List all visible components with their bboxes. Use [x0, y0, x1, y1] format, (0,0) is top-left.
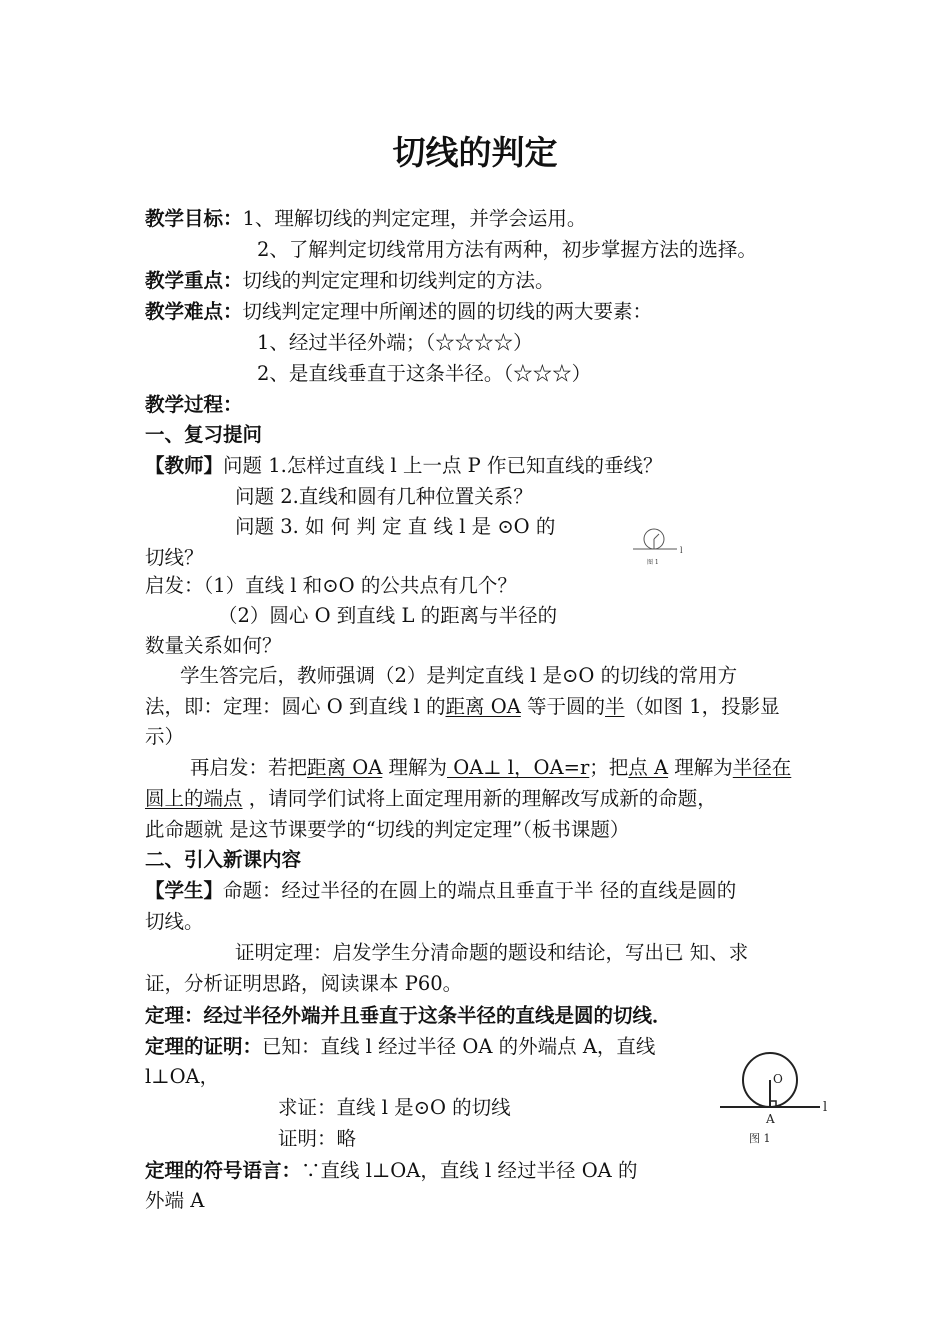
process-label: 教学过程：: [145, 393, 243, 416]
para1-underline-distance: 距离 OA: [445, 695, 521, 718]
proof-given: 已知：直线 l 经过半径 OA 的外端点 A，直线: [262, 1035, 656, 1058]
para1-text-a: 法，即：定理：圆心 O 到直线 l 的: [145, 695, 446, 718]
para2-text-b: 理解为: [382, 756, 447, 779]
symbolic-row: [145, 1156, 637, 1186]
theorem-statement: 定理：经过半径外端并且垂直于这条半径的直线是圆的切线．: [145, 1004, 672, 1027]
goals-row-1: [145, 204, 586, 234]
focus-text: 切线的判定定理和切线判定的方法。: [242, 269, 555, 292]
para1-text-b: 等于圆的: [520, 695, 606, 718]
small-figure-line-label: l: [680, 546, 683, 555]
goal-item-1: 1、理解切线的判定定理，并学会运用。: [242, 207, 587, 230]
question-2: 问题 2.直线和圆有几种位置关系？: [235, 485, 533, 508]
para2-text-e: ，请同学们试将上面定理用新的理解改写成新的命题，: [242, 787, 717, 810]
para1-line-1: 学生答完后，教师强调（2）是判定直线 l 是⊙O 的切线的常用方: [180, 664, 738, 687]
proof-line: 证明：略: [278, 1127, 357, 1150]
para2-text-c: ；把: [589, 756, 629, 779]
small-figure-caption: 图 1: [647, 559, 659, 566]
difficulty-row: [145, 297, 652, 327]
proof-to-prove: 求证：直线 l 是⊙O 的切线: [278, 1096, 511, 1119]
figure-1-point-label: A: [766, 1112, 775, 1126]
para2-text-a: 再启发：若把: [190, 756, 308, 779]
symbolic-continued: 外端 A: [145, 1189, 205, 1212]
para1-text-c: （如图 1，投影显: [624, 695, 780, 718]
difficulty-label: 教学难点：: [145, 300, 243, 323]
question-3-continued: 切线？: [145, 546, 204, 569]
proof-label: 定理的证明：: [145, 1035, 263, 1058]
para2-underline-4: 半径在: [732, 756, 792, 779]
student-tag: 【学生】: [145, 879, 224, 902]
para2-underline-3: 点 A: [628, 756, 669, 779]
focus-label: 教学重点：: [145, 269, 243, 292]
figure-1: [715, 1052, 840, 1148]
para2-line-3: 此命题就 是这节课要学的“切线的判定定理”（板书课题）: [145, 818, 630, 841]
goals-label: 教学目标：: [145, 207, 243, 230]
hint-line-1: 启发：（1）直线 l 和⊙O 的公共点有几个？: [145, 574, 517, 597]
para2-text-d: 理解为: [668, 756, 733, 779]
teacher-row: [145, 451, 662, 481]
figure-1-line-label: l: [823, 1100, 828, 1115]
para1-underline-radius: 半: [605, 695, 625, 718]
student-text: 命题：经过半径的在圆上的端点且垂直于半 径的直线是圆的: [223, 879, 737, 902]
student-continued: 切线。: [145, 910, 204, 933]
goal-item-2: 2、了解判定切线常用方法有两种，初步掌握方法的选择。: [257, 238, 757, 261]
section-heading-1: 一、复习提问: [145, 423, 263, 446]
difficulty-item-2: 2、是直线垂直于这条半径。（☆☆☆）: [257, 362, 592, 385]
para2-line-2: [145, 784, 717, 814]
teacher-tag: 【教师】: [145, 454, 224, 477]
hint-line-2: （2）圆心 O 到直线 L 的距离与半径的: [218, 604, 558, 627]
focus-row: [145, 266, 555, 296]
difficulty-text: 切线判定定理中所阐述的圆的切线的两大要素：: [242, 300, 653, 323]
page-title: 切线的判定: [392, 133, 558, 172]
question-1: 问题 1.怎样过直线 l 上一点 P 作已知直线的垂线？: [223, 454, 663, 477]
para1-line-2: [145, 692, 780, 722]
prove-line-1: 证明定理：启发学生分清命题的题设和结论，写出已 知、求: [235, 941, 749, 964]
small-figure: [625, 526, 690, 570]
para2-line-1: [190, 753, 791, 783]
figure-1-center-label: O: [773, 1072, 783, 1086]
symbolic-text: ∵直线 l⊥OA，直线 l 经过半径 OA 的: [301, 1159, 638, 1182]
para2-underline-1: 距离 OA: [307, 756, 383, 779]
section-heading-2: 二、引入新课内容: [145, 848, 302, 871]
figure-1-caption: 图 1: [749, 1132, 771, 1145]
difficulty-item-1: 1、经过半径外端；（☆☆☆☆）: [257, 331, 533, 354]
student-row: [145, 876, 736, 906]
proof-given-continued: l⊥OA，: [145, 1065, 220, 1088]
para2-underline-5: 圆上的端点: [145, 787, 243, 810]
proof-row: [145, 1032, 655, 1062]
prove-line-2: 证，分析证明思路，阅读课本 P60。: [145, 972, 463, 995]
para2-underline-2: OA⊥ l，OA=r: [447, 756, 590, 779]
question-3: 问题 3. 如 何 判 定 直 线 l 是 ⊙O 的: [235, 515, 556, 538]
hint-line-3: 数量关系如何？: [145, 634, 282, 657]
symbolic-label: 定理的符号语言：: [145, 1159, 302, 1182]
para1-line-3: 示）: [145, 725, 185, 748]
